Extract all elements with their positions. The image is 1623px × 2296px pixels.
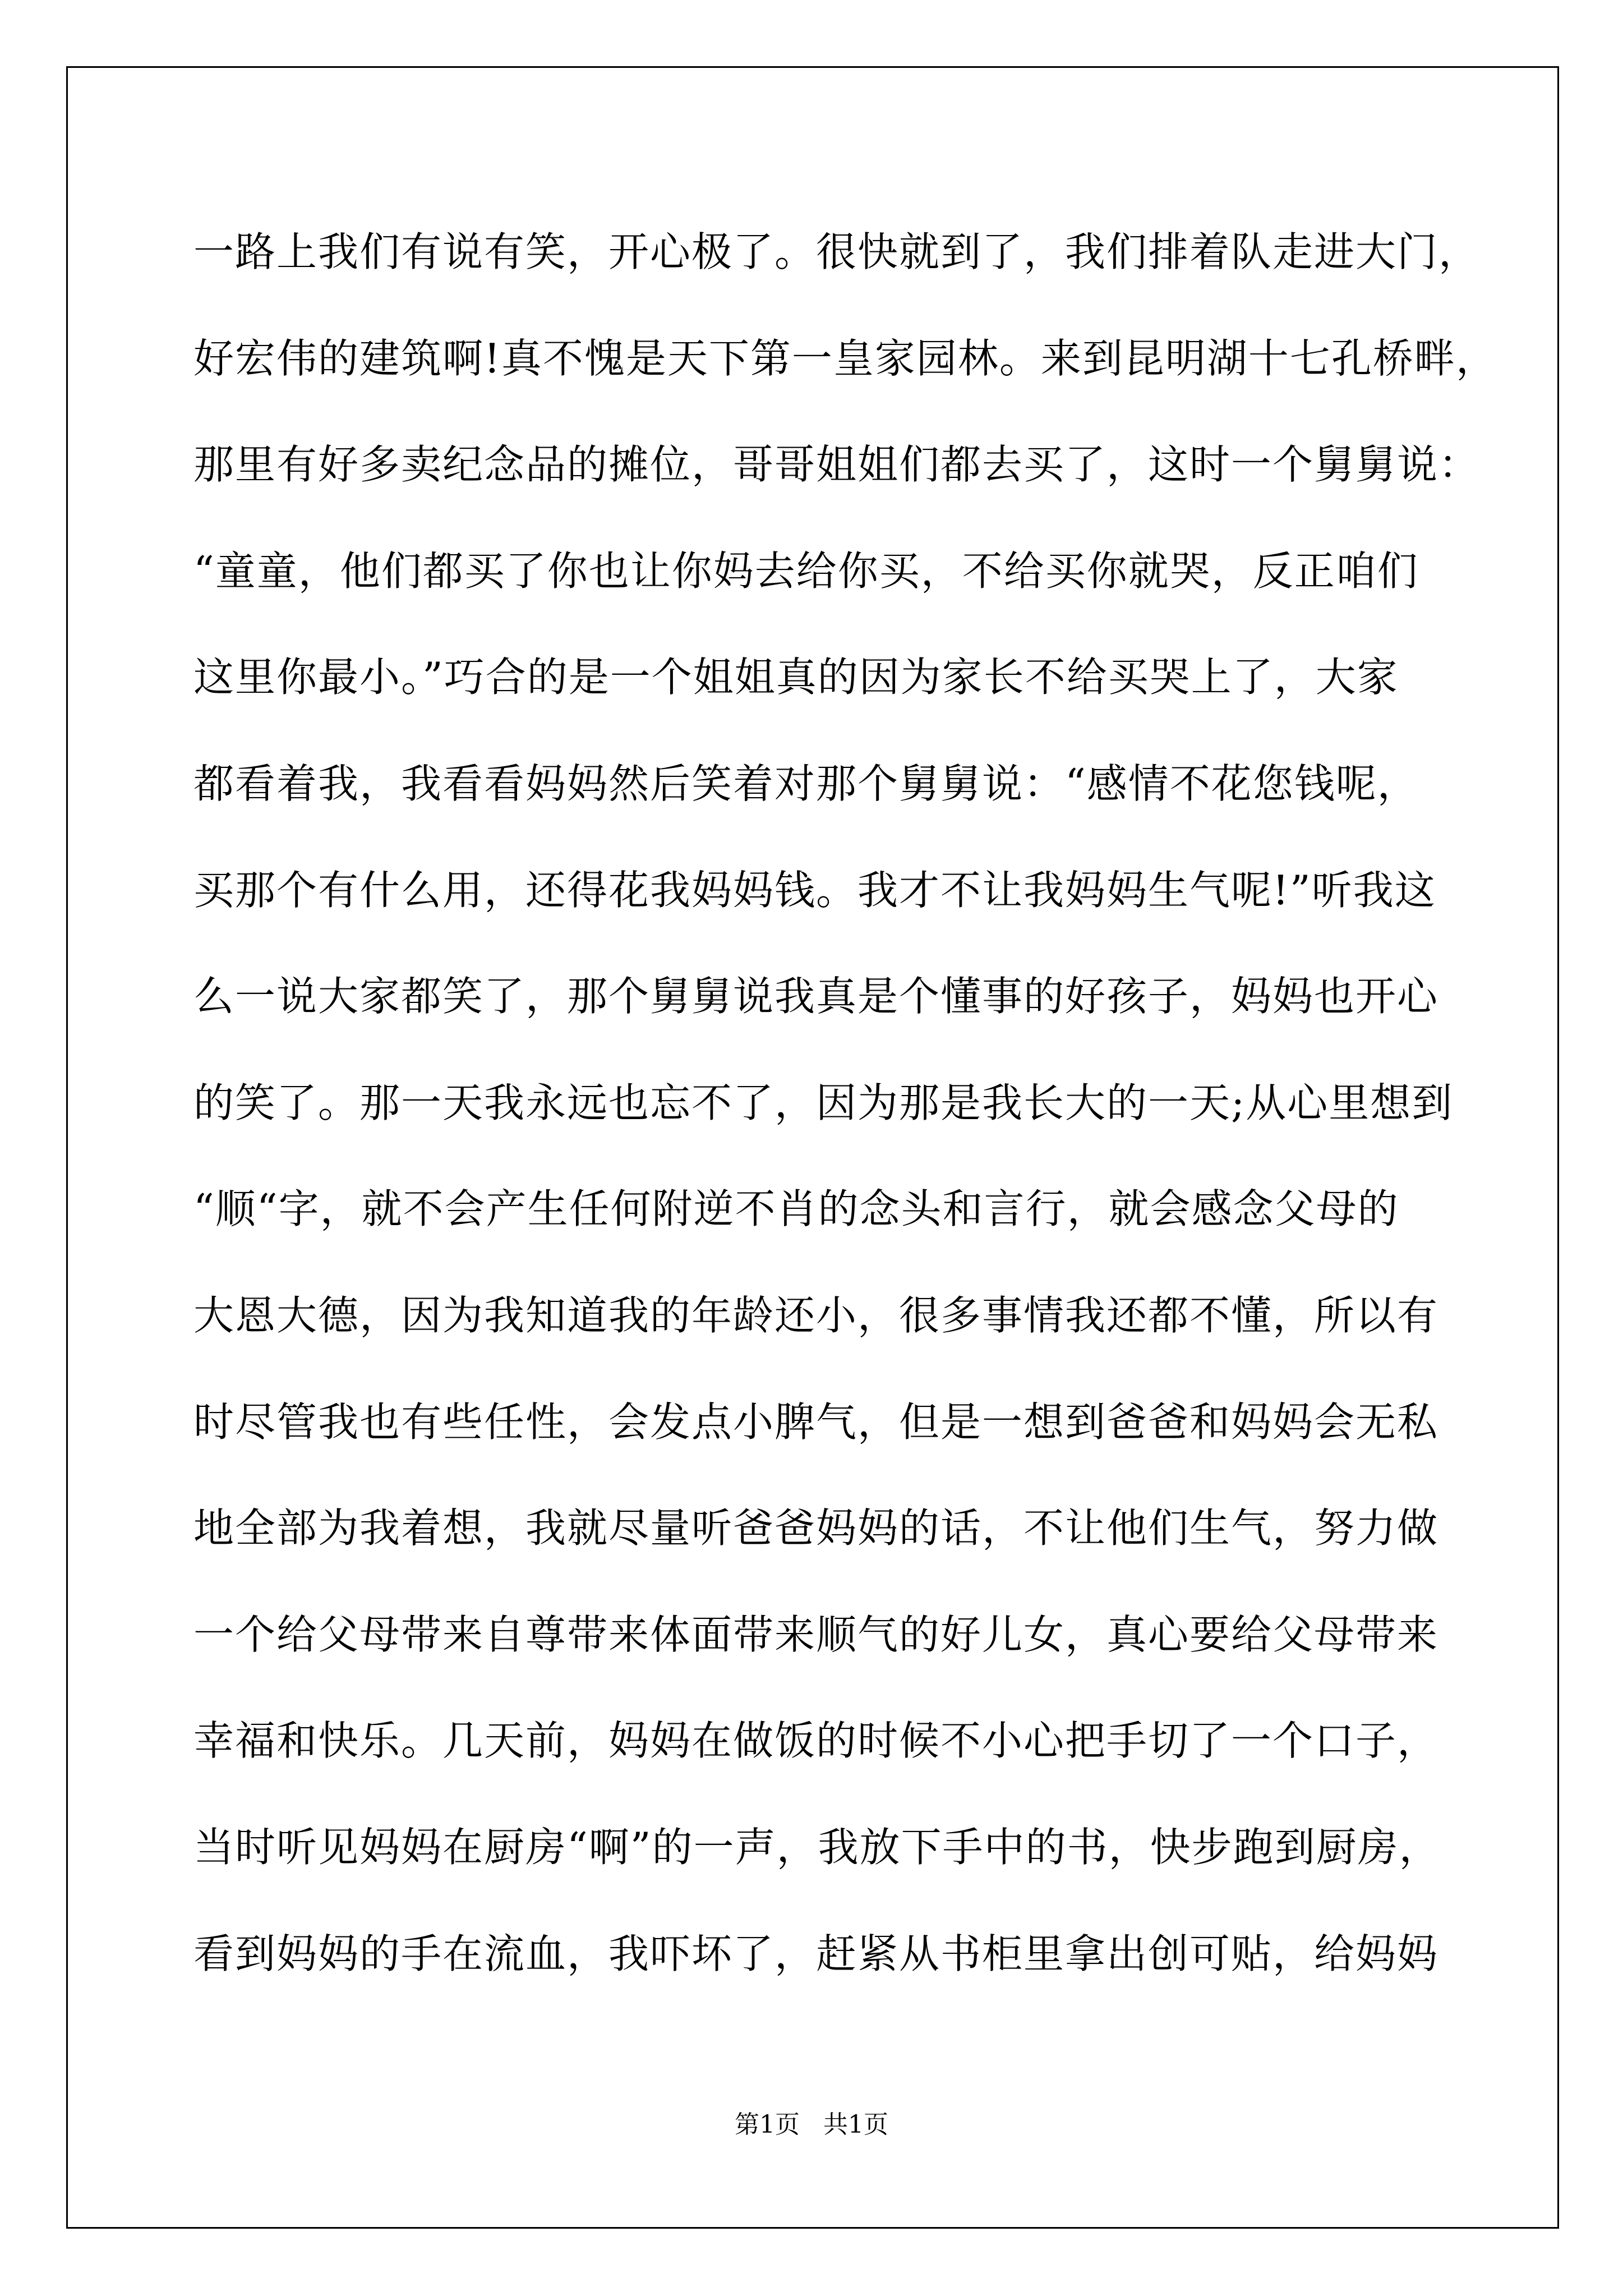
text-line: 看到妈妈的手在流血，我吓坏了，赶紧从书柜里拿出创可贴，给妈妈	[193, 1930, 1439, 1977]
text-line: 的笑了。那一天我永远也忘不了，因为那是我长大的一天;从心里想到	[193, 1079, 1454, 1126]
text-line: 一路上我们有说有笑，开心极了。很快就到了，我们排着队走进大门，	[193, 228, 1481, 275]
page-number-footer: 第1页 共1页	[735, 2110, 888, 2139]
text-line: 好宏伟的建筑啊!真不愧是天下第一皇家园林。来到昆明湖十七孔桥畔，	[193, 334, 1497, 382]
text-line: 地全部为我着想，我就尽量听爸爸妈妈的话，不让他们生气，努力做	[193, 1504, 1439, 1552]
text-line: 都看着我，我看看妈妈然后笑着对那个舅舅说：“感情不花您钱呢，	[193, 760, 1419, 807]
document-body	[193, 199, 1497, 2007]
text-line: 大恩大德，因为我知道我的年龄还小，很多事情我还都不懂，所以有	[193, 1291, 1439, 1339]
text-line: “顺“字，就不会产生任何附逆不肖的念头和言行，就会感念父母的	[193, 1185, 1399, 1233]
text-line: “童童，他们都买了你也让你妈去给你买，不给买你就哭，反正咱们	[193, 547, 1419, 595]
text-line: 时尽管我也有些任性，会发点小脾气，但是一想到爸爸和妈妈会无私	[193, 1398, 1439, 1446]
text-line: 那里有好多卖纪念品的摊位，哥哥姐姐们都去买了，这时一个舅舅说：	[193, 441, 1481, 489]
text-line: 买那个有什么用，还得花我妈妈钱。我才不让我妈妈生气呢!”听我这	[193, 866, 1436, 914]
text-line: 一个给父母带来自尊带来体面带来顺气的好儿女，真心要给父母带来	[193, 1611, 1439, 1658]
text-line: 当时听见妈妈在厨房“啊”的一声，我放下手中的书，快步跑到厨房，	[193, 1823, 1441, 1871]
text-line: 幸福和快乐。几天前，妈妈在做饭的时候不小心把手切了一个口子，	[193, 1717, 1439, 1765]
text-line: 这里你最小。”巧合的是一个姐姐真的因为家长不给买哭上了，大家	[193, 654, 1399, 701]
text-line: 么一说大家都笑了，那个舅舅说我真是个懂事的好孩子，妈妈也开心	[193, 973, 1439, 1020]
